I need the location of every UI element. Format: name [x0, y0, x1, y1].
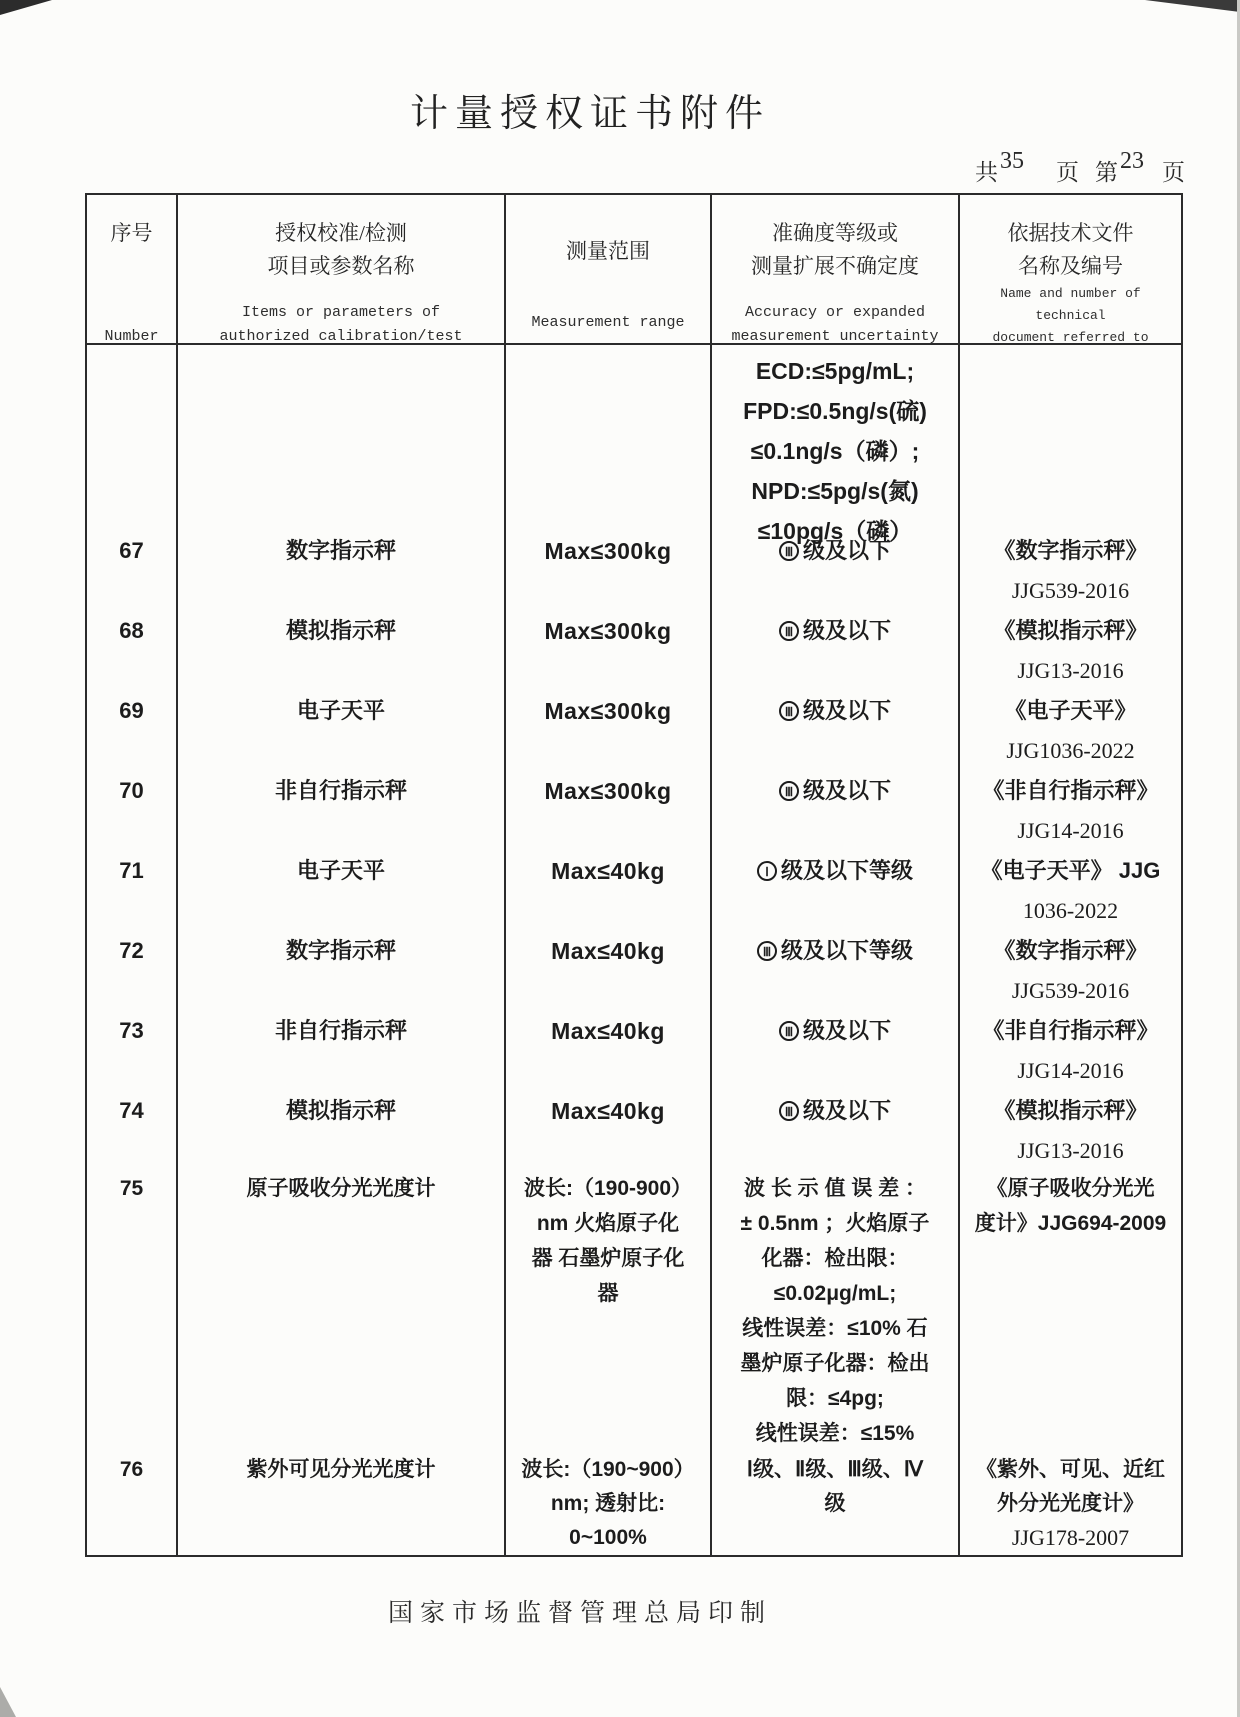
range-cell: Max≤300kg	[506, 771, 712, 851]
document-line: 《紫外、可见、近红	[976, 1458, 1165, 1481]
number-cell: 75	[87, 1171, 178, 1453]
accuracy-class-symbol: Ⅲ	[779, 1101, 799, 1121]
document-cell	[960, 531, 1181, 611]
document-line: JJG14-2016	[1017, 818, 1124, 843]
pagination-current: 23	[1120, 148, 1144, 174]
accuracy-cell	[712, 345, 960, 544]
header-cell-accuracy	[712, 195, 960, 361]
item-cell: 电子天平	[178, 851, 506, 931]
accuracy-line: ± 0.5nm ；火焰原子	[740, 1212, 930, 1235]
item-cell: 紫外可见分光光度计	[178, 1453, 506, 1555]
accuracy-class-symbol: Ⅲ	[779, 541, 799, 561]
accuracy-text: 级及以下	[802, 1018, 891, 1043]
range-cell	[506, 1453, 712, 1555]
accuracy-line: NPD:≤5pg/s(氮)	[751, 478, 919, 504]
accuracy-line: ≤0.02μg/mL;	[773, 1282, 897, 1305]
number-cell: 67	[87, 531, 178, 611]
range-line: nm; 透射比:	[550, 1492, 666, 1515]
document-line: JJG539-2016	[1011, 978, 1130, 1003]
item-cell	[178, 345, 506, 531]
accuracy-line: ≤10pg/s（磷）	[757, 518, 913, 544]
accuracy-text: 级及以下	[802, 1098, 891, 1123]
header-items-zh1: 授权校准/检测	[275, 221, 407, 245]
item-cell: 数字指示秤	[178, 531, 506, 611]
header-document-zh	[1008, 217, 1134, 283]
pagination-current-suffix: 页	[1162, 160, 1185, 185]
document-line: 《模拟指示秤》	[993, 618, 1148, 643]
accuracy-class-symbol: Ⅰ	[757, 861, 777, 881]
document-line: 《电子天平》	[1004, 698, 1137, 723]
pagination-pages-label: 页	[1056, 160, 1079, 185]
range-cell: Max≤40kg	[506, 931, 712, 1011]
range-line: 器	[597, 1282, 619, 1305]
accuracy-text: 级及以下	[802, 778, 891, 803]
header-accuracy-en2: measurement uncertainty	[731, 328, 939, 345]
accuracy-line: 化器：检出限：	[761, 1247, 909, 1270]
document-line: JJG539-2016	[1011, 578, 1130, 603]
document-line: JJG1036-2022	[1006, 738, 1135, 763]
document-cell	[960, 931, 1181, 1011]
accuracy-text: 级及以下等级	[780, 858, 913, 883]
accuracy-line: 线性误差：≤10% 石	[742, 1317, 928, 1340]
range-cell: Max≤300kg	[506, 611, 712, 691]
header-range-zh: 测量范围	[566, 239, 650, 263]
number-cell: 73	[87, 1011, 178, 1091]
document-cell	[960, 1091, 1181, 1171]
print-footer: 国家市场监督管理总局印制	[387, 1600, 772, 1627]
document-cell	[960, 1453, 1181, 1555]
header-accuracy-en1: Accuracy or expanded	[744, 304, 925, 321]
header-items-en	[219, 301, 462, 349]
accuracy-cell	[712, 1011, 960, 1091]
item-cell: 非自行指示秤	[178, 1011, 506, 1091]
scan-artifact-bottom-left	[0, 1687, 16, 1717]
accuracy-line: ECD:≤5pg/mL;	[755, 358, 915, 384]
header-cell-number	[87, 195, 178, 361]
header-cell-document	[960, 195, 1181, 361]
range-line: 波长:（190~900）	[521, 1458, 695, 1481]
header-items-zh	[268, 217, 415, 283]
document-cell	[960, 1171, 1181, 1453]
pagination-total-prefix: 共	[975, 160, 998, 185]
accuracy-cell	[712, 1091, 960, 1171]
accuracy-line: 波 长 示 值 误 差 ：	[743, 1177, 926, 1200]
document-line: 度计》JJG694-2009	[974, 1212, 1167, 1235]
header-accuracy-zh2: 测量扩展不确定度	[751, 254, 919, 278]
number-cell: 72	[87, 931, 178, 1011]
document-line: 《模拟指示秤》	[993, 1098, 1148, 1123]
document-line: JJG178-2007	[1011, 1525, 1130, 1550]
number-cell: 69	[87, 691, 178, 771]
document-line: JJG13-2016	[1017, 1138, 1124, 1163]
pagination	[975, 132, 1205, 187]
item-cell: 模拟指示秤	[178, 611, 506, 691]
accuracy-line: FPD:≤0.5ng/s(硫)	[743, 398, 927, 424]
accuracy-cell	[712, 771, 960, 851]
number-cell	[87, 345, 178, 531]
number-cell: 68	[87, 611, 178, 691]
page-title: 计量授权证书附件	[409, 93, 770, 135]
accuracy-text: 级及以下等级	[780, 938, 913, 963]
accuracy-class-symbol: Ⅲ	[779, 781, 799, 801]
accuracy-cell	[712, 691, 960, 771]
document-line: 《非自行指示秤》	[982, 778, 1159, 803]
accuracy-text: 级及以下	[802, 698, 891, 723]
scan-artifact-top-right	[1145, 0, 1240, 12]
pagination-current-prefix: 第	[1095, 160, 1118, 185]
document-line: JJG13-2016	[1017, 658, 1124, 683]
accuracy-line: Ⅰ级、Ⅱ级、Ⅲ级、Ⅳ	[746, 1458, 924, 1481]
header-document-zh1: 依据技术文件	[1007, 221, 1134, 245]
range-line: 器 石墨炉原子化	[531, 1247, 685, 1270]
header-document-zh2: 名称及编号	[1018, 254, 1123, 278]
accuracy-class-symbol: Ⅲ	[757, 941, 777, 961]
accuracy-cell	[712, 1453, 960, 1555]
accuracy-text: 级及以下	[802, 618, 891, 643]
range-line: nm 火焰原子化	[536, 1212, 680, 1235]
header-cell-items	[178, 195, 506, 361]
document-line: 外分光光度计》	[997, 1492, 1144, 1515]
table-body	[87, 345, 1181, 1555]
header-accuracy-zh1: 准确度等级或	[772, 221, 898, 245]
range-cell: Max≤40kg	[506, 1091, 712, 1171]
number-cell: 76	[87, 1453, 178, 1555]
item-cell: 非自行指示秤	[178, 771, 506, 851]
accuracy-cell	[712, 1171, 960, 1453]
header-items-en2: authorized calibration/test	[219, 328, 463, 345]
header-document-en1: Name and number of technical	[1000, 286, 1141, 323]
document-line: 《电子天平》 JJG	[980, 858, 1161, 883]
document-cell	[960, 771, 1181, 851]
accuracy-cell	[712, 531, 960, 611]
item-cell: 电子天平	[178, 691, 506, 771]
accuracy-line: 墨炉原子化器：检出	[740, 1352, 930, 1375]
number-cell: 74	[87, 1091, 178, 1171]
document-cell	[960, 345, 1181, 531]
accuracy-line: 限：≤4pg;	[786, 1387, 884, 1410]
accuracy-cell	[712, 851, 960, 931]
item-cell: 原子吸收分光光度计	[178, 1171, 506, 1453]
range-cell: Max≤40kg	[506, 851, 712, 931]
header-items-en1: Items or parameters of	[241, 304, 441, 321]
pagination-total: 35	[1000, 148, 1024, 174]
range-line: 0~100%	[569, 1526, 647, 1549]
document-cell	[960, 1011, 1181, 1091]
accuracy-cell	[712, 931, 960, 1011]
document-line: 《原子吸收分光光	[986, 1177, 1155, 1200]
header-document-en2: document referred to	[992, 330, 1149, 345]
header-accuracy-zh	[751, 217, 919, 283]
number-cell: 70	[87, 771, 178, 851]
range-cell: Max≤40kg	[506, 1011, 712, 1091]
document-line: 《数字指示秤》	[993, 538, 1148, 563]
accuracy-text: 级及以下	[802, 538, 891, 563]
range-cell: Max≤300kg	[506, 531, 712, 611]
range-cell: Max≤300kg	[506, 691, 712, 771]
document-line: 1036-2022	[1022, 898, 1119, 923]
accuracy-line: ≤0.1ng/s（磷）;	[750, 438, 920, 464]
accuracy-class-symbol: Ⅲ	[779, 701, 799, 721]
accuracy-class-symbol: Ⅲ	[779, 1021, 799, 1041]
header-accuracy-en	[731, 301, 938, 349]
header-range-en: Measurement range	[531, 314, 685, 331]
document-line: 《数字指示秤》	[993, 938, 1148, 963]
document-cell	[960, 611, 1181, 691]
scan-artifact-top-left	[0, 0, 52, 15]
header-cell-range	[506, 195, 712, 361]
document-line: 《非自行指示秤》	[982, 1018, 1159, 1043]
range-cell	[506, 1171, 712, 1453]
document-cell	[960, 851, 1181, 931]
document-cell	[960, 691, 1181, 771]
document-line: JJG14-2016	[1017, 1058, 1124, 1083]
range-cell	[506, 345, 712, 531]
header-number-zh: 序号	[110, 221, 153, 245]
header-items-zh2: 项目或参数名称	[267, 254, 415, 278]
table-header	[87, 195, 1181, 345]
header-number-en: Number	[104, 328, 159, 345]
accuracy-class-symbol: Ⅲ	[779, 621, 799, 641]
header-document-en	[962, 283, 1179, 349]
accuracy-cell	[712, 611, 960, 691]
authorization-table	[85, 193, 1183, 1557]
range-line: 波长:（190-900）	[523, 1177, 693, 1200]
accuracy-line: 级	[824, 1492, 846, 1515]
item-cell: 模拟指示秤	[178, 1091, 506, 1171]
accuracy-line: 线性误差：≤15%	[755, 1422, 915, 1445]
item-cell: 数字指示秤	[178, 931, 506, 1011]
number-cell: 71	[87, 851, 178, 931]
